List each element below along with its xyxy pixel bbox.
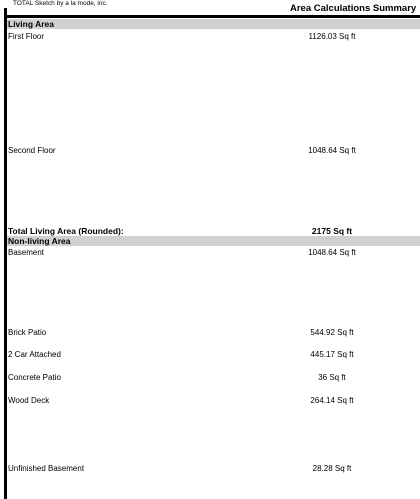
living-area-band — [7, 19, 420, 29]
nonliving-area-heading: Non-living Area — [8, 236, 71, 246]
row-value-basement: 1048.64 Sq ft — [308, 248, 356, 257]
row-label-concrete-patio: Concrete Patio — [8, 373, 61, 382]
header-divider — [4, 15, 420, 18]
row-value-concrete-patio: 36 Sq ft — [318, 373, 346, 382]
page-title: Area Calculations Summary — [290, 3, 417, 14]
software-credit: TOTAL Sketch by a la mode, inc. — [13, 0, 108, 7]
row-label-2-car-attached: 2 Car Attached — [8, 350, 61, 359]
row-label-brick-patio: Brick Patio — [8, 328, 47, 337]
row-value-second-floor: 1048.64 Sq ft — [308, 146, 356, 155]
living-area-heading: Living Area — [8, 19, 54, 29]
row-value-brick-patio: 544.92 Sq ft — [310, 328, 354, 337]
left-border-rule — [4, 8, 7, 499]
row-label-wood-deck: Wood Deck — [8, 396, 50, 405]
total-living-label: Total Living Area (Rounded): — [8, 226, 124, 236]
row-label-first-floor: First Floor — [8, 32, 44, 41]
row-label-unfinished-basement: Unfinished Basement — [8, 464, 85, 473]
row-label-basement: Basement — [8, 248, 45, 257]
row-value-first-floor: 1126.03 Sq ft — [308, 32, 356, 41]
row-label-second-floor: Second Floor — [8, 146, 56, 155]
row-value-2-car-attached: 445.17 Sq ft — [310, 350, 354, 359]
row-value-unfinished-basement: 28.28 Sq ft — [312, 464, 352, 473]
total-living-value: 2175 Sq ft — [311, 226, 353, 236]
row-value-wood-deck: 264.14 Sq ft — [310, 396, 354, 405]
